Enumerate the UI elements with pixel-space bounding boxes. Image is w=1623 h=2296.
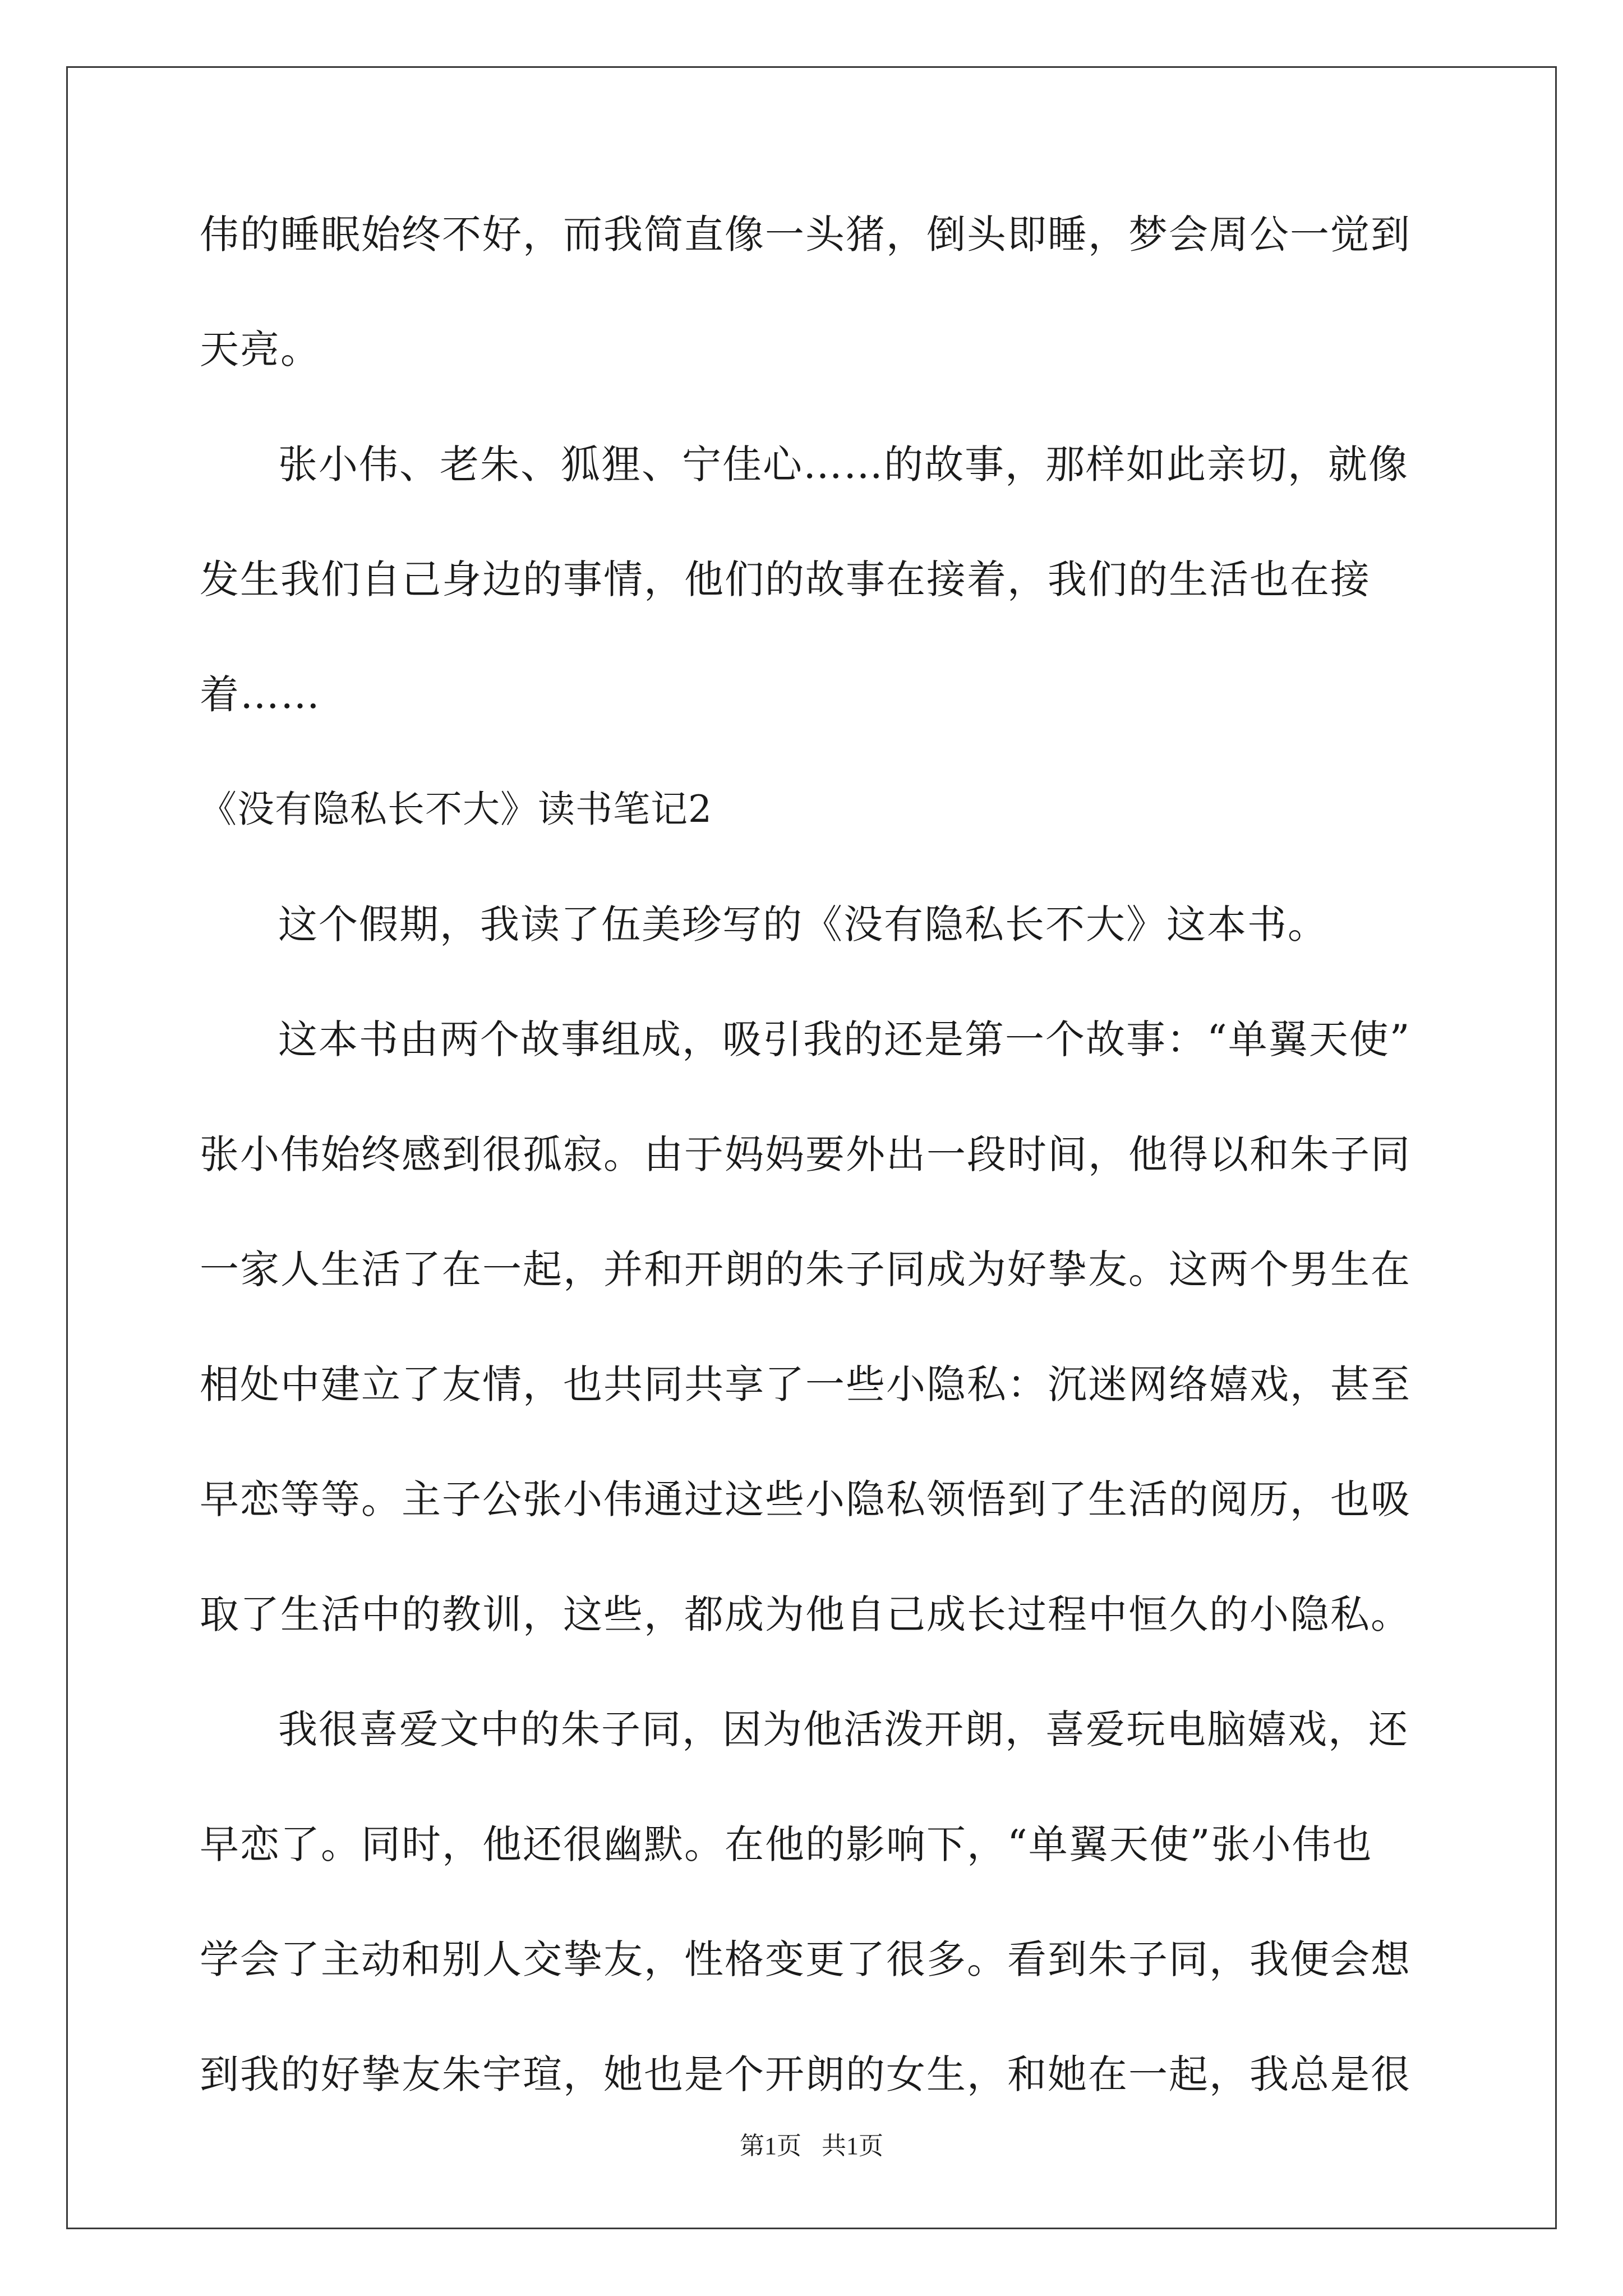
page-number: 第1页 xyxy=(740,2132,801,2160)
text-line-9: 张小伟始终感到很孤寂。由于妈妈要外出一段时间，他得以和朱子同 xyxy=(200,1131,1411,1177)
text-line-14: 我很喜爱文中的朱子同，因为他活泼开朗，喜爱玩电脑嬉戏，还 xyxy=(278,1706,1409,1752)
text-line-3: 张小伟、老朱、狐狸、宁佳心……的故事，那样如此亲切，就像 xyxy=(278,441,1409,487)
text-line-12: 早恋等等。主子公张小伟通过这些小隐私领悟到了生活的阅历，也吸 xyxy=(200,1476,1411,1522)
text-line-8: 这本书由两个故事组成，吸引我的还是第一个故事：“单翼天使” xyxy=(278,1016,1411,1062)
text-line-5: 着…… xyxy=(200,671,321,717)
text-line-7: 这个假期，我读了伍美珍写的《没有隐私长不大》这本书。 xyxy=(278,901,1328,947)
document-body xyxy=(200,211,1433,2170)
text-line-4: 发生我们自己身边的事情，他们的故事在接着，我们的生活也在接 xyxy=(200,556,1371,602)
text-line-16: 学会了主动和别人交挚友，性格变更了很多。看到朱子同，我便会想 xyxy=(200,1936,1411,1982)
text-line-17: 到我的好挚友朱宇瑄，她也是个开朗的女生，和她在一起，我总是很 xyxy=(200,2051,1411,2097)
text-line-1: 伟的睡眠始终不好，而我简直像一头猪，倒头即睡，梦会周公一觉到 xyxy=(200,211,1411,257)
text-line-10: 一家人生活了在一起，并和开朗的朱子同成为好挚友。这两个男生在 xyxy=(200,1246,1411,1292)
page-total: 共1页 xyxy=(822,2132,883,2160)
text-line-13: 取了生活中的教训，这些，都成为他自己成长过程中恒久的小隐私。 xyxy=(200,1591,1411,1637)
page-footer xyxy=(0,2134,1623,2159)
section-heading: 《没有隐私长不大》读书笔记2 xyxy=(200,788,712,831)
text-line-2: 天亮。 xyxy=(200,326,321,372)
text-line-11: 相处中建立了友情，也共同共享了一些小隐私：沉迷网络嬉戏，甚至 xyxy=(200,1361,1411,1407)
text-line-15: 早恋了。同时，他还很幽默。在他的影响下，“单翼天使”张小伟也 xyxy=(200,1821,1373,1867)
